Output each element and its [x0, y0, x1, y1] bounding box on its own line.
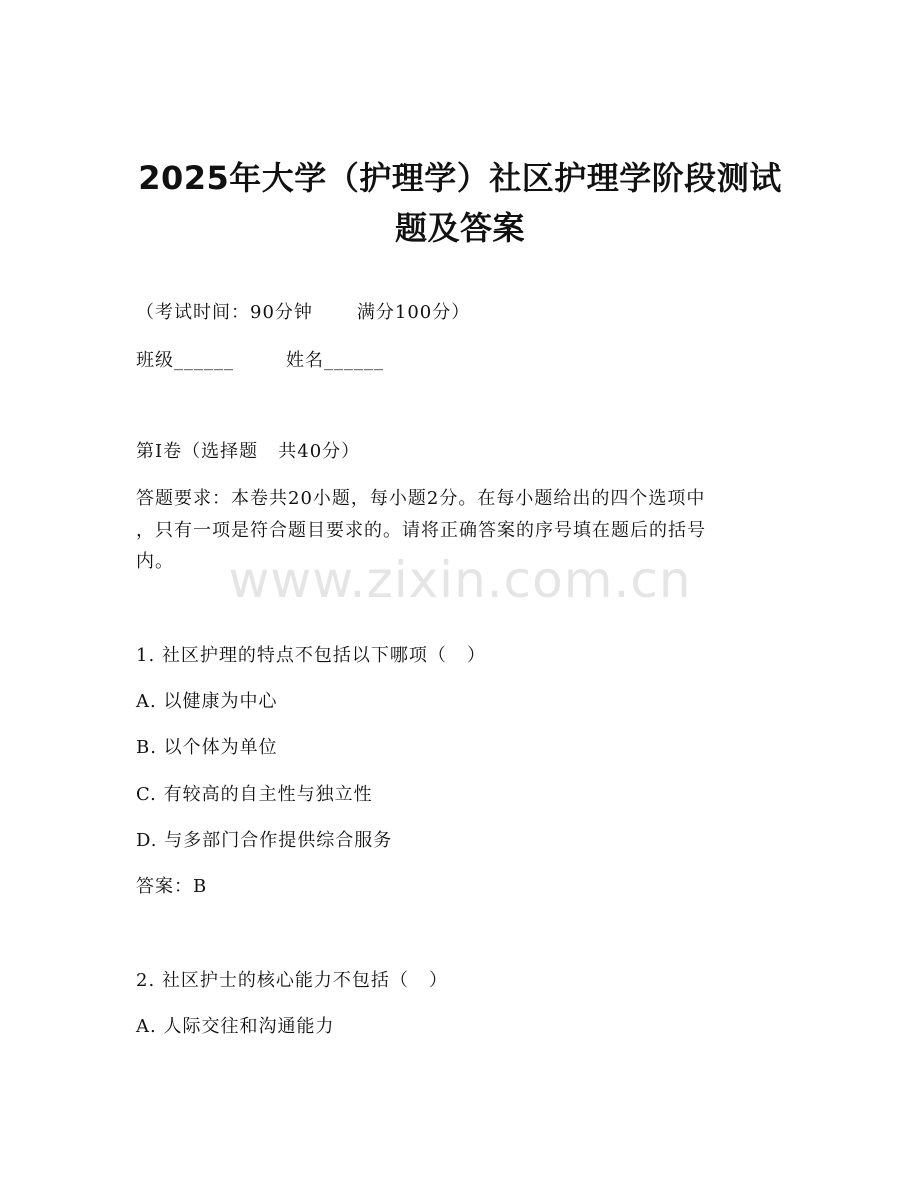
exam-time: （考试时间：90分钟 — [136, 302, 313, 323]
question-1-option-d: D. 与多部门合作提供综合服务 — [136, 830, 393, 851]
question-1-answer: 答案：B — [136, 876, 208, 897]
question-2-stem: 2. 社区护士的核心能力不包括（ ） — [136, 970, 449, 991]
student-fields — [136, 346, 384, 376]
question-1-stem: 1. 社区护理的特点不包括以下哪项（ ） — [136, 645, 487, 666]
question-2-option-a: A. 人际交往和沟通能力 — [136, 1016, 335, 1037]
instructions-line-2: ，只有一项是符合题目要求的。请将正确答案的序号填在题后的括号 — [136, 520, 706, 541]
exam-info — [136, 298, 470, 328]
name-field: 姓名______ — [286, 350, 384, 371]
section-heading: 第Ⅰ卷（选择题 共40分） — [136, 441, 361, 462]
exam-score: 满分100分） — [356, 302, 471, 323]
question-1-option-a: A. 以健康为中心 — [136, 691, 278, 712]
watermark: www.zixin.com.cn — [228, 551, 692, 609]
class-field: 班级______ — [136, 350, 234, 371]
document-title-line-2: 题及答案 — [394, 209, 525, 247]
instructions-line-1: 答题要求：本卷共20小题，每小题2分。在每小题给出的四个选项中 — [136, 488, 706, 509]
instructions-line-3: 内。 — [136, 551, 174, 572]
question-1-option-c: C. 有较高的自主性与独立性 — [136, 784, 373, 805]
question-1-option-b: B. 以个体为单位 — [136, 737, 278, 758]
document-title-line-1: 2025年大学（护理学）社区护理学阶段测试 — [138, 159, 782, 197]
